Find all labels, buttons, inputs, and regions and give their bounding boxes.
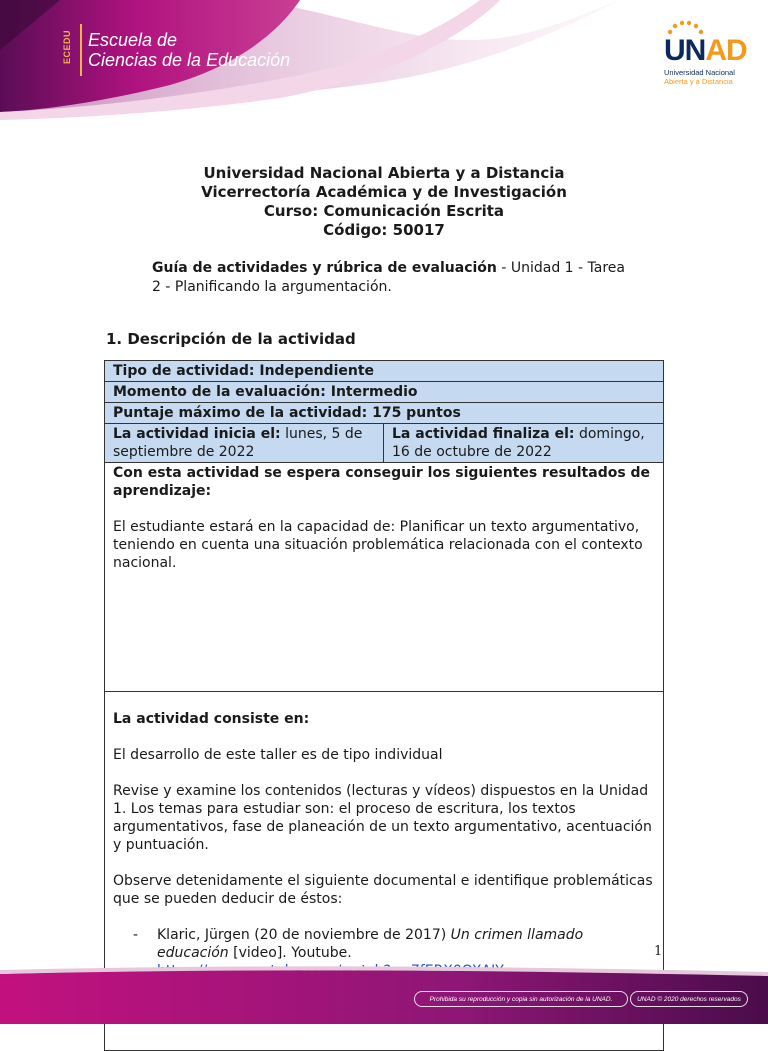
university-name: Universidad Nacional Abierta y a Distancia xyxy=(203,164,565,182)
guide-title: Guía de actividades y rúbrica de evaluación - Unidad 1 - Tarea 2 - Planificando la argumentación. xyxy=(152,260,625,295)
dates-row xyxy=(105,424,663,463)
reference-title: Un crimen llamado educación xyxy=(157,927,584,961)
reference-author: Klaric, Jürgen (20 de noviembre de 2017) xyxy=(157,927,451,943)
results-heading: Con esta actividad se espera conseguir los siguientes resultados de aprendizaje: xyxy=(113,465,651,499)
vice-rectory: Vicerrectoría Académica y de Investigación xyxy=(201,183,567,201)
reference-tail: [video]. Youtube. xyxy=(228,945,352,961)
course-name: Curso: Comunicación Escrita xyxy=(263,202,505,220)
unad-logo xyxy=(660,20,748,90)
course-code: Código: 50017 xyxy=(323,221,445,239)
unad-subtitle: Universidad Nacional Abierta y a Distancia xyxy=(664,68,735,86)
activity-table xyxy=(104,360,664,1051)
end-date-cell: La actividad finaliza el: domingo, 16 de octubre de 2022 xyxy=(384,424,663,462)
ecedu-divider xyxy=(80,24,82,76)
list-dash: - xyxy=(133,927,139,943)
section-title: 1. Descripción de la actividad xyxy=(106,330,356,348)
max-score-row: Puntaje máximo de la actividad: 175 puntos xyxy=(105,403,663,424)
results-text: El estudiante estará en la capacidad de: Planificar un texto argumentativo, teniendo en cuenta una situación problemática relacionada con el contexto nacional. xyxy=(113,519,643,571)
footer-copyright: UNAD © 2020 derechos reservados xyxy=(630,991,748,1007)
activity-type-row: Tipo de actividad: Independiente xyxy=(105,361,663,382)
activity-paragraph-2: Revise y examine los contenidos (lecturas y vídeos) dispuestos en la Unidad 1. Los temas para estudiar son: el proceso de escritura, los textos argumentativos, fase de planeación de un texto argumentativo, acentuación y puntuación. xyxy=(113,783,652,853)
footer-notice: Prohibida su reproducción y copia sin autorización de la UNAD. xyxy=(414,991,628,1007)
page-number: 1 xyxy=(654,944,663,959)
school-name-line2: Ciencias de la Educación xyxy=(88,50,291,70)
school-name xyxy=(88,30,290,70)
activity-paragraph-3: Observe detenidamente el siguiente documental e identifique problemáticas que se pueden deducir de éstos: xyxy=(113,873,653,907)
learning-results-cell xyxy=(105,464,663,692)
activity-paragraph-1: El desarrollo de este taller es de tipo individual xyxy=(113,747,443,763)
activity-heading: La actividad consiste en: xyxy=(113,711,310,727)
ecedu-tag: ECEDU xyxy=(62,29,73,65)
unad-wordmark: UNAD xyxy=(664,34,747,67)
page-header xyxy=(0,0,768,120)
evaluation-moment-row: Momento de la evaluación: Intermedio xyxy=(105,382,663,403)
document-titles xyxy=(0,164,768,240)
start-date-cell: La actividad inicia el: lunes, 5 de septiembre de 2022 xyxy=(105,424,384,462)
school-name-line1: Escuela de xyxy=(88,30,178,50)
